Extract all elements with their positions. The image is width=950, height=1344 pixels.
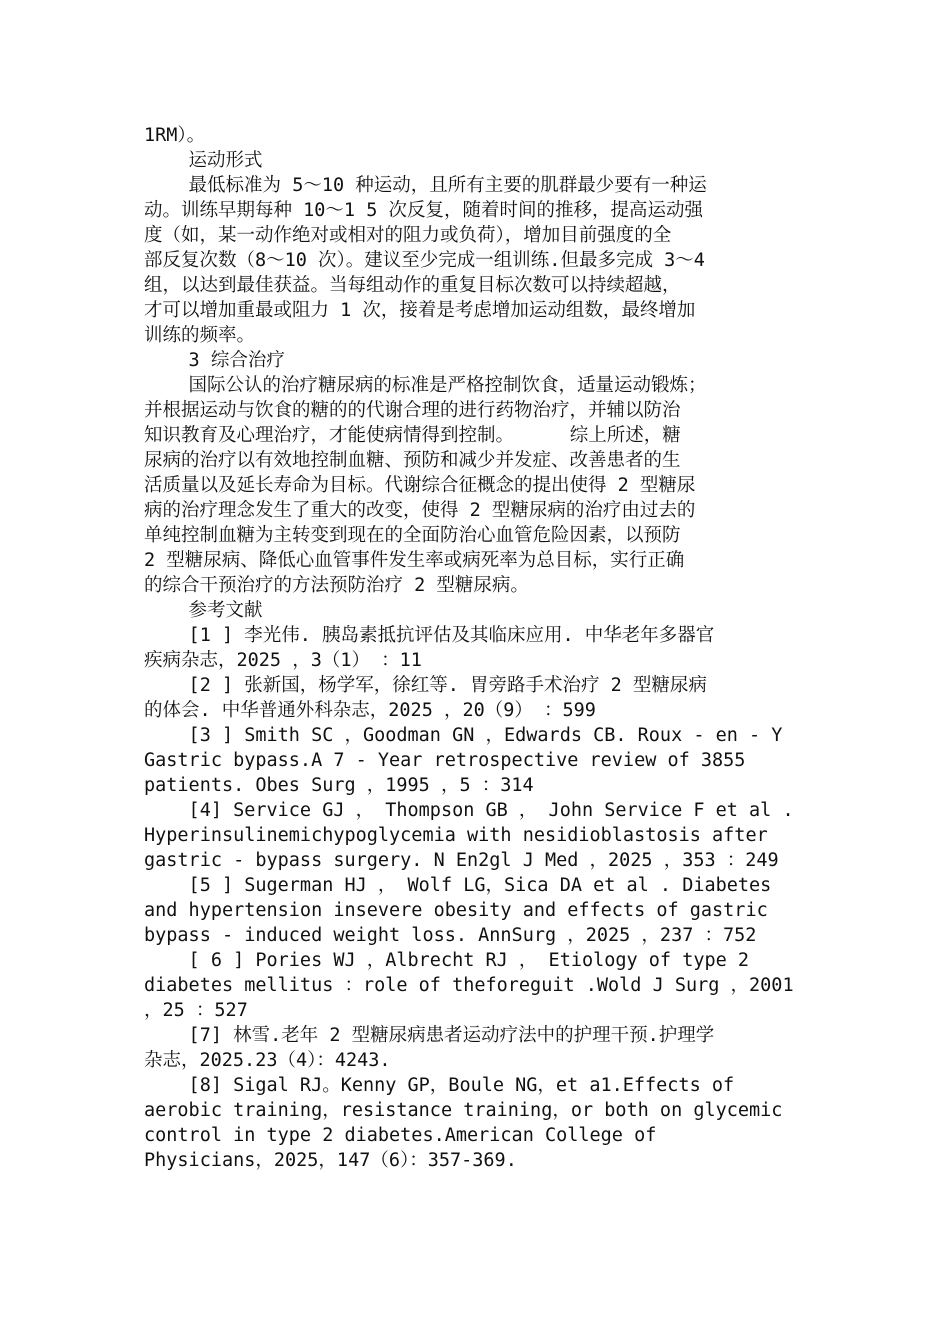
- text-line: 知识教育及心理治疗，才能使病情得到控制。 综上所述，糖: [144, 425, 681, 446]
- reference-line: gastric - bypass surgery. N En2gl J Med ，2025 ，353 ：249: [144, 850, 779, 871]
- text-line: 度（如，某一动作绝对或相对的阻力或负荷），增加目前强度的全: [144, 225, 672, 246]
- reference-line: [5 ] Sugerman HJ ， Wolf LG，Sica DA et al . Diabetes: [144, 875, 772, 896]
- text-line: 训练的频率。: [144, 325, 256, 346]
- text-line: 单纯控制血糖为主转变到现在的全面防治心血管危险因素，以预防: [144, 525, 681, 546]
- text-line: 2 型糖尿病、降低心血管事件发生率或病死率为总目标，实行正确: [144, 550, 685, 571]
- reference-line: 疾病杂志，2025 ，3（1） ：11: [144, 650, 422, 671]
- reference-line: [2 ] 张新国，杨学军，徐红等. 胃旁路手术治疗 2 型糖尿病: [144, 675, 707, 696]
- text-line: 动。训练早期每种 10～1 5 次反复，随着时间的推移，提高运动强: [144, 200, 703, 221]
- text-line: 部反复次数（8～10 次）。建议至少完成一组训练.但最多完成 3～4: [144, 250, 705, 271]
- text-line: 病的治疗理念发生了重大的改变，使得 2 型糖尿病的治疗由过去的: [144, 500, 696, 521]
- reference-line: ，25 ：527: [144, 1000, 248, 1021]
- reference-line: 的体会. 中华普通外科杂志，2025 ，20（9） ：599: [144, 700, 596, 721]
- reference-line: control in type 2 diabetes.American College of: [144, 1125, 657, 1146]
- reference-line: aerobic training，resistance training，or both on glycemic: [144, 1100, 783, 1121]
- text-line: 并根据运动与饮食的糖的的代谢合理的进行药物治疗，并辅以防治: [144, 400, 681, 421]
- text-line: 国际公认的治疗糖尿病的标准是严格控制饮食，适量运动锻炼；: [144, 375, 707, 396]
- section-heading: 3 综合治疗: [144, 350, 285, 371]
- reference-line: [1 ] 李光伟. 胰岛素抵抗评估及其临床应用. 中华老年多器官: [144, 625, 715, 646]
- text-line: 的综合干预治疗的方法预防治疗 2 型糖尿病。: [144, 575, 529, 596]
- reference-line: 杂志，2025.23（4）：4243.: [144, 1050, 391, 1071]
- reference-line: [8] Sigal RJ。Kenny GP，Boule NG，et a1.Effects of: [144, 1075, 735, 1096]
- references-heading: 参考文献: [144, 600, 263, 621]
- reference-line: [ 6 ] Pories WJ ，Albrecht RJ ， Etiology of type 2: [144, 950, 750, 971]
- reference-line: patients. Obes Surg ，1995 ，5 ：314: [144, 775, 534, 796]
- text-line: 1RM）。: [144, 125, 206, 146]
- reference-line: [7] 林雪.老年 2 型糖尿病患者运动疗法中的护理干预.护理学: [144, 1025, 715, 1046]
- text-line: 尿病的治疗以有效地控制血糖、预防和减少并发症、改善患者的生: [144, 450, 681, 471]
- reference-line: [3 ] Smith SC ，Goodman GN ，Edwards CB. Roux - en - Y: [144, 725, 783, 746]
- reference-line: diabetes mellitus ：role of theforeguit .Wold J Surg ，2001: [144, 975, 794, 996]
- text-line: 运动形式: [144, 150, 263, 171]
- text-line: 组，以达到最佳获益。当每组动作的重复目标次数可以持续超越，: [144, 275, 681, 296]
- text-line: 最低标准为 5～10 种运动，且所有主要的肌群最少要有一种运: [144, 175, 707, 196]
- reference-line: Physicians，2025，147（6）：357-369.: [144, 1150, 517, 1171]
- text-line: 活质量以及延长寿命为目标。代谢综合征概念的提出使得 2 型糖尿: [144, 475, 696, 496]
- reference-line: Hyperinsulinemichypoglycemia with nesidioblastosis after: [144, 825, 768, 846]
- reference-line: [4] Service GJ ， Thompson GB ， John Service F et al .: [144, 800, 794, 821]
- reference-line: Gastric bypass.A 7 - Year retrospective review of 3855: [144, 750, 746, 771]
- reference-line: bypass - induced weight loss. AnnSurg ，2025 ，237 ：752: [144, 925, 757, 946]
- text-line: 才可以增加重最或阻力 1 次，接着是考虑增加运动组数，最终增加: [144, 300, 696, 321]
- reference-line: and hypertension insevere obesity and effects of gastric: [144, 900, 768, 921]
